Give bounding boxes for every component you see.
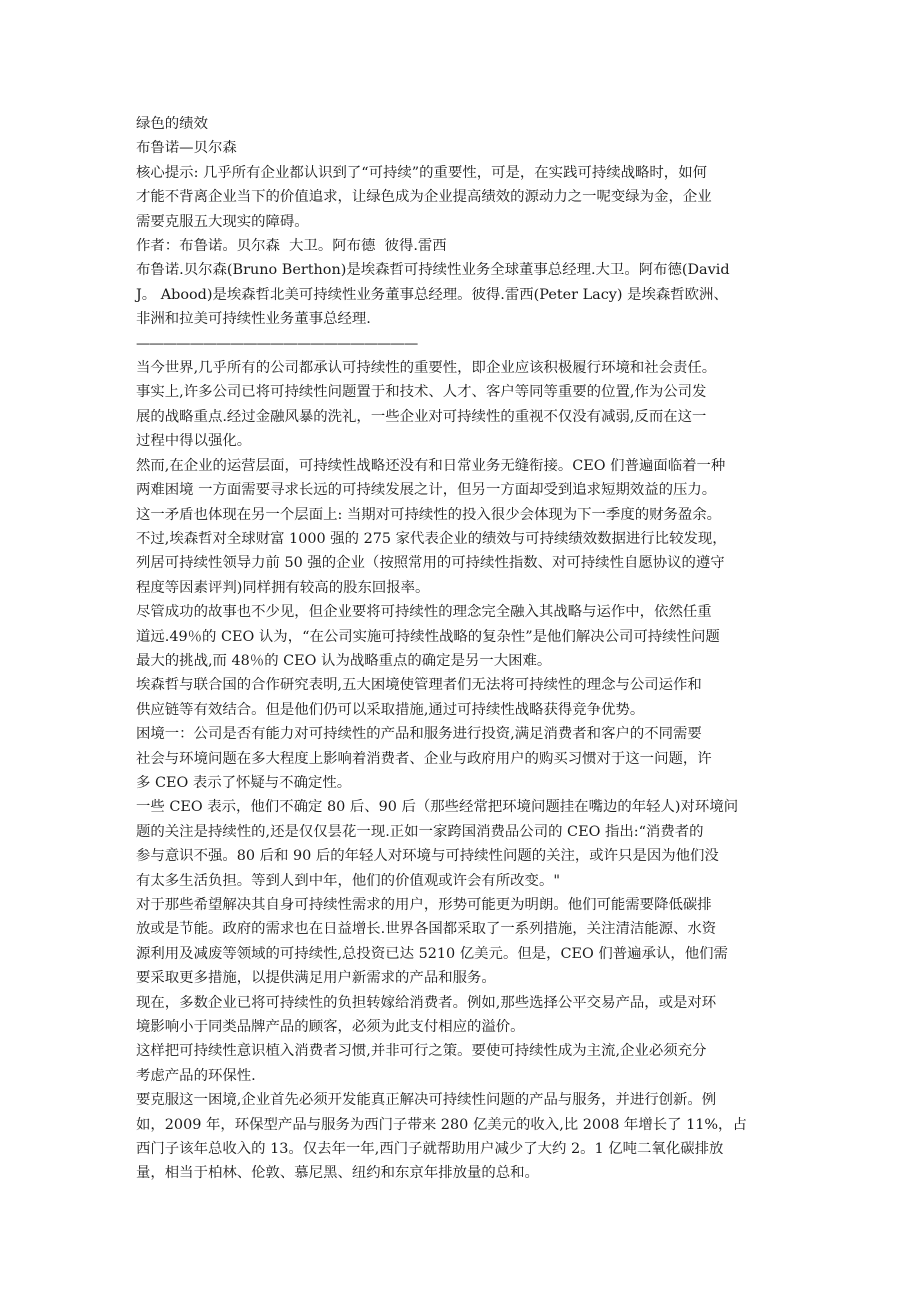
paragraph-line: 量，相当于柏林、伦敦、慕尼黑、纽约和东京年排放量的总和。 <box>136 1165 539 1182</box>
paragraph-line: 展的战略重点.经过金融风暴的洗礼，一些企业对可持续性的重视不仅没有减弱,反而在这一 <box>136 408 707 425</box>
paragraph-line: 如，2009 年，环保型产品与服务为西门子带来 280 亿美元的收入,比 2008 年增长了 11%，占 <box>136 1116 747 1133</box>
paragraph-line: 困境一：公司是否有能力对可持续性的产品和服务进行投资,满足消费者和客户的不同需要 <box>136 726 702 743</box>
paragraph-line: 有太多生活负担。等到人到中年，他们的价值观或许会有所改变。" <box>136 872 560 889</box>
paragraph <box>136 795 788 893</box>
paragraph-line: 要采取更多措施，以提供满足用户新需求的产品和服务。 <box>136 970 496 987</box>
paragraph-line: 过程中得以强化。 <box>136 433 252 450</box>
paragraph-line: 尽管成功的故事也不少见，但企业要将可持续性的理念完全融入其战略与运作中，依然任重 <box>136 604 712 621</box>
document-page <box>136 112 788 1186</box>
author-bio-line: 布鲁诺.贝尔森(Bruno Berthon)是埃森哲可持续性业务全球董事总经理.大卫。阿布德(David <box>136 262 730 279</box>
paragraph <box>136 673 788 722</box>
paragraph <box>136 722 788 795</box>
summary-line: 才能不背离企业当下的价值追求，让绿色成为企业提高绩效的源动力之一呢变绿为金，企业 <box>136 189 712 206</box>
paragraph-line: 放或是节能。政府的需求也在日益增长.世界各国都采取了一系列措施，关注清洁能源、水资 <box>136 921 717 938</box>
paragraph <box>136 454 788 600</box>
paragraph <box>136 356 788 454</box>
paragraph-line: 参与意识不强。80 后和 90 后的年轻人对环境与可持续性问题的关注，或许只是因为他们没 <box>136 848 719 865</box>
paragraph-line: 西门子该年总收入的 13。仅去年一年,西门子就帮助用户减少了大约 2。1 亿吨二氧化碳排放 <box>136 1141 724 1158</box>
paragraph-line: 对于那些希望解决其自身可持续性需求的用户，形势可能更为明朗。他们可能需要降低碳排 <box>136 897 712 913</box>
paragraph-line: 最大的挑战,而 48％的 CEO 认为战略重点的确定是另一大困难。 <box>136 652 552 669</box>
paragraph-line: 现在，多数企业已将可持续性的负担转嫁给消费者。例如,那些选择公平交易产品，或是对环 <box>136 994 717 1011</box>
paragraph-line: 两难困境 一方面需要寻求长远的可持续发展之计，但另一方面却受到追求短期效益的压力。 <box>136 482 717 499</box>
paragraph <box>136 991 788 1040</box>
paragraph-line: 供应链等有效结合。但是他们仍可以采取措施,通过可持续性战略获得竞争优势。 <box>136 701 645 718</box>
paragraph-line: 埃森哲与联合国的合作研究表明,五大困境使管理者们无法将可持续性的理念与公司运作和 <box>136 677 702 694</box>
paragraph-line: 事实上,许多公司已将可持续性问题置于和技术、人才、客户等同等重要的位置,作为公司发 <box>136 384 707 401</box>
paragraph <box>136 1039 788 1088</box>
separator-rule: ————————————————————— <box>136 335 418 352</box>
paragraph-line: 多 CEO 表示了怀疑与不确定性。 <box>136 774 352 791</box>
paragraph-line: 不过,埃森哲对全球财富 1000 强的 275 家代表企业的绩效与可持续绩效数据进行比较发现， <box>136 530 727 547</box>
paragraph-line: 当今世界,几乎所有的公司都承认可持续性的重要性，即企业应该积极履行环境和社会责任。 <box>136 360 717 377</box>
paragraph-line: 社会与环境问题在多大程度上影响着消费者、企业与政府用户的购买习惯对于这一问题，许 <box>136 750 712 767</box>
author-line: 布鲁诺—贝尔森 <box>136 140 237 157</box>
paragraph-line: 这一矛盾也体现在另一个层面上: 当期对可持续性的投入很少会体现为下一季度的财务盈余。 <box>136 506 722 523</box>
paragraph <box>136 893 788 991</box>
article-title: 绿色的绩效 <box>136 116 208 132</box>
paragraph-line: 源利用及减废等领域的可持续性,总投资已达 5210 亿美元。但是，CEO 们普遍承认，他们需 <box>136 945 728 962</box>
paragraph-line: 一些 CEO 表示，他们不确定 80 后、90 后（那些经常把环境问题挂在嘴边的年轻人)对环境问 <box>136 799 739 816</box>
paragraph-line: 题的关注是持续性的,还是仅仅昙花一现.正如一家跨国消费品公司的 CEO 指出:“消费者的 <box>136 823 704 840</box>
paragraph-line: 要克服这一困境,企业首先必须开发能真正解决可持续性问题的产品与服务，并进行创新。例 <box>136 1092 717 1109</box>
paragraph <box>136 600 788 673</box>
paragraph <box>136 1088 788 1186</box>
paragraph-line: 考虑产品的环保性. <box>136 1067 256 1084</box>
author-bio-block <box>136 258 788 331</box>
paragraph-line: 道远.49％的 CEO 认为，“在公司实施可持续性战略的复杂性”是他们解决公司可持续性问题 <box>136 628 720 645</box>
author-bio-line: J。 Abood)是埃森哲北美可持续性业务董事总经理。彼得.雷西(Peter Lacy) 是埃森哲欧洲、 <box>136 286 728 303</box>
paragraph-line: 境影响小于同类品牌产品的顾客，必须为此支付相应的溢价。 <box>136 1019 525 1036</box>
summary-line: 核心提示: 几乎所有企业都认识到了“可持续”的重要性，可是，在实践可持续战略时，如何 <box>136 164 707 181</box>
summary-line: 需要克服五大现实的障碍。 <box>136 213 309 230</box>
paragraph-line: 程度等因素评判)同样拥有较高的股东回报率。 <box>136 579 430 596</box>
paragraph-line: 列居可持续性领导力前 50 强的企业（按照常用的可持续性指数、对可持续性自愿协议的遵守 <box>136 555 725 572</box>
authors-line: 作者：布鲁诺。贝尔森 大卫。阿布德 彼得.雷西 <box>136 238 447 255</box>
summary-block <box>136 161 788 234</box>
paragraph-line: 然而,在企业的运营层面，可持续性战略还没有和日常业务无缝衔接。CEO 们普遍面临着一种 <box>136 457 726 474</box>
author-bio-line: 非洲和拉美可持续性业务董事总经理. <box>136 311 371 328</box>
paragraph-line: 这样把可持续性意识植入消费者习惯,并非可行之策。要使可持续性成为主流,企业必须充分 <box>136 1043 707 1060</box>
